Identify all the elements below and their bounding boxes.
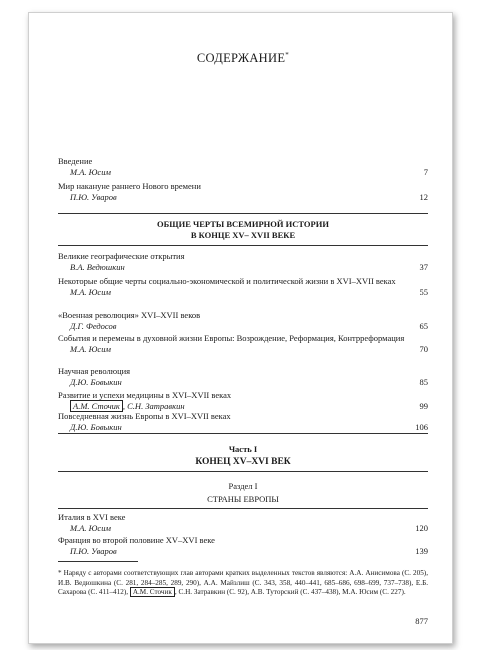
toc-entry[interactable]: Великие географические открытия В.А. Ведюшкин 37 — [58, 251, 428, 272]
section-heading: ОБЩИЕ ЧЕРТЫ ВСЕМИРНОЙ ИСТОРИИ В КОНЦЕ XV– XVII ВЕКЕ — [157, 219, 329, 240]
divider — [58, 245, 428, 246]
page-content — [58, 13, 428, 643]
section-title: СТРАНЫ ЕВРОПЫ — [207, 494, 279, 504]
entry-author-line: П.Ю. Уваров 12 — [70, 191, 428, 202]
toc-entry[interactable]: Италия в XVI веке М.А. Юсим 120 — [58, 512, 428, 533]
entry-title: Мир накануне раннего Нового времени — [58, 181, 201, 191]
highlighted-author: А.М. Сточик — [130, 587, 175, 597]
divider — [58, 213, 428, 214]
toc-entry[interactable] — [58, 181, 428, 202]
page-number: 877 — [415, 616, 428, 626]
part-title: КОНЕЦ XV–XVI ВЕК — [195, 457, 291, 467]
part-label: Часть I — [228, 444, 258, 454]
entry-page: 7 — [423, 166, 428, 177]
toc-entry[interactable]: Повседневная жизнь Европы в XVI–XVII веках Д.Ю. Бовыкин 106 — [58, 411, 428, 432]
section-label: Раздел I — [228, 481, 258, 491]
toc-entry[interactable]: Развитие и успехи медицины в XVI–XVII веках А.М. Сточик , С.Н. Затравкин 99 — [58, 390, 428, 411]
toc-entry[interactable] — [58, 156, 428, 177]
highlighted-author: А.М. Сточик — [70, 400, 123, 412]
entry-author-line: М.А. Юсим 7 — [70, 166, 428, 177]
toc-entry[interactable]: Научная революция Д.Ю. Бовыкин 85 — [58, 366, 428, 387]
entry-title: Введение — [58, 156, 93, 166]
toc-entry[interactable]: События и перемены в духовной жизни Европы: Возрождение, Реформация, Контрреформация М.А. Юсим 70 — [58, 333, 428, 354]
document-page — [28, 12, 453, 644]
toc-entry[interactable]: «Военная революция» XVI–XVII веков Д.Г. Федосов 65 — [58, 310, 428, 331]
divider — [58, 508, 428, 509]
divider — [58, 471, 428, 472]
footnote-divider — [58, 561, 138, 562]
footnote: * Наряду с авторами соответствующих глав авторами кратких выделенных текстов являются: А.А. Анисимова (С. 205), И.В. Ведюшкина (С. 281, 284–285, 289, 290), А.А. Майзлиш (С. 343, 358, 440–441, 685–686, 698–699, 737–738), Е.Б. Сахарова (С. 411–412), А.М. Сточик , С.Н. Затравкин (С. 92), А.В. Туторский (С. 437–438), М.А. Юсим (С. 227). — [58, 569, 428, 597]
page-title: СОДЕРЖАНИЕ* — [196, 51, 290, 66]
toc-entry[interactable]: Некоторые общие черты социально-экономической и политической жизни в XVI–XVII веках М.А. Юсим 55 — [58, 276, 428, 297]
divider — [58, 433, 428, 434]
entry-page: 12 — [419, 191, 428, 202]
toc-entry[interactable]: Франция во второй половине XV–XVI веке П.Ю. Уваров 139 — [58, 535, 428, 556]
